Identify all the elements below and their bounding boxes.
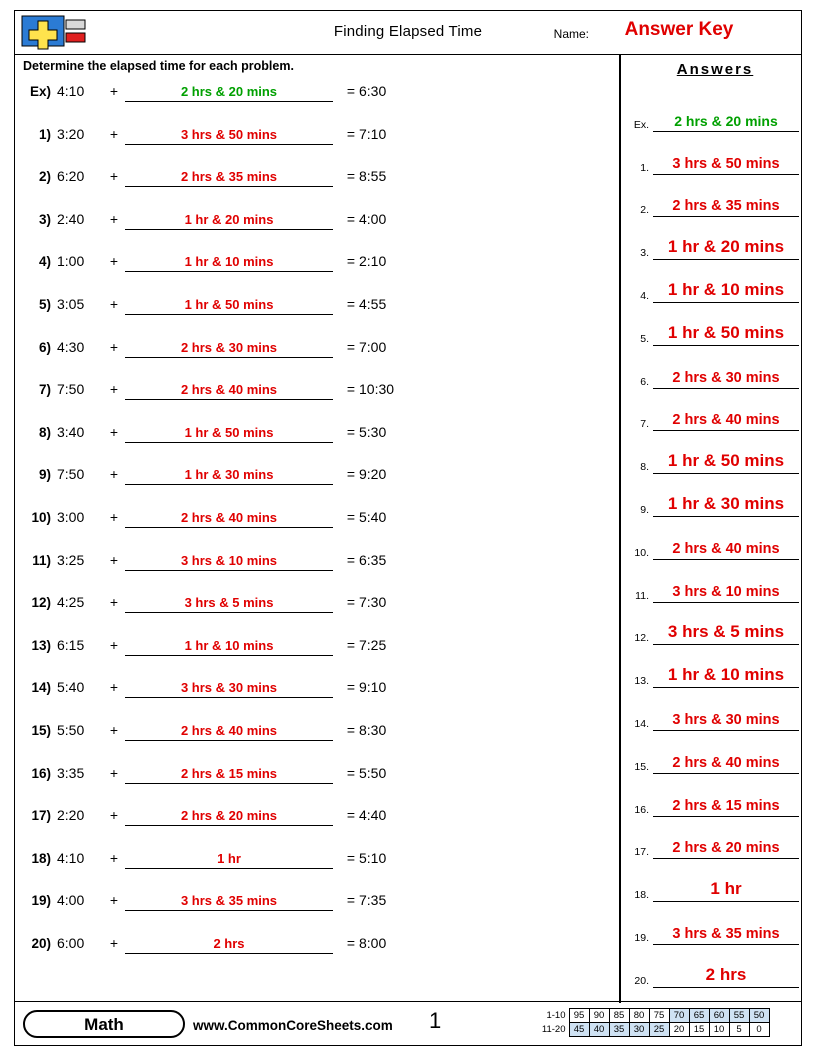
problem-number: 17) xyxy=(31,808,51,824)
problem-start-time: 3:00 xyxy=(57,508,85,525)
answer-label: 8. xyxy=(640,461,649,474)
answer-value[interactable]: 3 hrs & 35 mins xyxy=(653,926,799,945)
answer-label: 3. xyxy=(640,247,649,260)
problem-end-time: 10:30 xyxy=(359,381,395,398)
problem-number: 19) xyxy=(31,893,51,909)
answer-row xyxy=(625,902,805,945)
equals-sign: = xyxy=(346,807,356,824)
problem-row xyxy=(23,594,613,637)
problem-start-time: 6:15 xyxy=(57,636,85,653)
problem-number: 11) xyxy=(32,552,51,568)
answer-label: 13. xyxy=(634,675,649,688)
answer-value[interactable]: 2 hrs & 30 mins xyxy=(653,370,799,389)
worksheet-header xyxy=(15,11,801,55)
problem-end-time: 5:50 xyxy=(359,764,387,781)
equals-sign: = xyxy=(346,210,356,227)
answer-blank[interactable]: 3 hrs & 5 mins xyxy=(125,595,333,613)
answer-row xyxy=(625,774,805,817)
problem-number: Ex) xyxy=(29,84,51,99)
plus-sign: + xyxy=(109,168,119,185)
problem-end-time: 5:40 xyxy=(359,508,387,525)
answer-value[interactable]: 3 hrs & 50 mins xyxy=(653,156,799,175)
answer-row xyxy=(625,431,805,474)
answer-label: 20. xyxy=(634,974,649,987)
problem-end-time: 4:00 xyxy=(359,210,387,227)
answer-label: 2. xyxy=(640,204,649,217)
answer-blank[interactable]: 1 hr & 10 mins xyxy=(125,638,333,656)
answers-column xyxy=(625,89,805,988)
problem-start-time: 3:05 xyxy=(57,295,85,312)
subject-badge: Math xyxy=(23,1010,185,1038)
scale-cell: 90 xyxy=(589,1009,609,1023)
answer-blank[interactable]: 2 hrs & 20 mins xyxy=(125,84,333,102)
answer-value[interactable]: 2 hrs & 15 mins xyxy=(653,798,799,817)
plus-sign: + xyxy=(109,594,119,611)
answer-label: 4. xyxy=(640,289,649,302)
answer-value[interactable]: 2 hrs & 20 mins xyxy=(653,840,799,859)
table-row xyxy=(535,1023,769,1037)
problem-number: 8) xyxy=(38,424,51,440)
problem-row xyxy=(23,552,613,595)
equals-sign: = xyxy=(346,551,356,568)
problem-start-time: 3:25 xyxy=(57,551,85,568)
plus-sign: + xyxy=(109,807,119,824)
equals-sign: = xyxy=(346,892,356,909)
problem-row xyxy=(23,211,613,254)
answer-row xyxy=(625,560,805,603)
table-row xyxy=(535,1009,769,1023)
answer-blank[interactable]: 3 hrs & 10 mins xyxy=(125,553,333,571)
problem-start-time: 4:25 xyxy=(57,594,85,611)
plus-sign: + xyxy=(109,892,119,909)
equals-sign: = xyxy=(346,849,356,866)
problem-end-time: 9:20 xyxy=(359,466,387,483)
answer-row xyxy=(625,688,805,731)
scale-cell: 95 xyxy=(569,1009,589,1023)
instructions-text: Determine the elapsed time for each problem. xyxy=(23,59,294,73)
equals-sign: = xyxy=(346,764,356,781)
plus-sign: + xyxy=(109,381,119,398)
answer-blank[interactable]: 2 hrs & 40 mins xyxy=(125,510,333,528)
problem-start-time: 3:40 xyxy=(57,423,85,440)
answer-label: 18. xyxy=(634,889,649,902)
scale-cell: 80 xyxy=(629,1009,649,1023)
problem-end-time: 8:55 xyxy=(359,168,387,185)
equals-sign: = xyxy=(346,83,356,99)
plus-sign: + xyxy=(109,508,119,525)
problem-start-time: 4:00 xyxy=(57,892,85,909)
answer-label: 15. xyxy=(634,760,649,773)
problem-number: 4) xyxy=(38,254,51,270)
answer-blank[interactable]: 2 hrs & 35 mins xyxy=(125,169,333,187)
answer-label: 19. xyxy=(634,931,649,944)
name-label: Name: xyxy=(553,27,589,41)
answer-row xyxy=(625,260,805,303)
problem-number: 15) xyxy=(31,722,51,738)
equals-sign: = xyxy=(346,168,356,185)
answer-row xyxy=(625,859,805,902)
scale-cell: 55 xyxy=(729,1009,749,1023)
answer-label: 7. xyxy=(640,418,649,431)
problem-end-time: 8:30 xyxy=(359,721,387,738)
equals-sign: = xyxy=(346,423,356,440)
answer-value[interactable]: 1 hr & 10 mins xyxy=(653,665,799,688)
problem-start-time: 5:40 xyxy=(57,679,85,696)
answer-blank[interactable]: 1 hr & 10 mins xyxy=(125,254,333,272)
scale-cell: 45 xyxy=(569,1023,589,1037)
scale-cell: 10 xyxy=(709,1023,729,1037)
answer-value[interactable]: 3 hrs & 10 mins xyxy=(653,584,799,603)
answer-value[interactable]: 2 hrs & 20 mins xyxy=(653,113,799,132)
problem-start-time: 1:00 xyxy=(57,253,85,270)
equals-sign: = xyxy=(346,381,356,398)
answer-key-badge: Answer Key xyxy=(624,19,734,40)
plus-sign: + xyxy=(109,295,119,312)
answer-blank[interactable]: 1 hr & 20 mins xyxy=(125,212,333,230)
answer-row xyxy=(625,389,805,432)
problem-end-time: 7:25 xyxy=(359,636,387,653)
problem-row xyxy=(23,637,613,680)
equals-sign: = xyxy=(346,679,356,696)
problem-start-time: 4:10 xyxy=(57,83,85,99)
answer-row xyxy=(625,346,805,389)
answer-label: 5. xyxy=(640,332,649,345)
problem-row xyxy=(23,296,613,339)
plus-sign: + xyxy=(109,849,119,866)
plus-sign: + xyxy=(109,764,119,781)
plus-sign: + xyxy=(109,253,119,270)
problem-number: 12) xyxy=(31,595,51,611)
problem-start-time: 4:30 xyxy=(57,338,85,355)
answer-blank[interactable]: 1 hr xyxy=(125,851,333,869)
problem-number: 16) xyxy=(31,765,51,781)
answer-row xyxy=(625,89,805,132)
scale-cell: 40 xyxy=(589,1023,609,1037)
answer-label: 10. xyxy=(634,546,649,559)
problem-row xyxy=(23,892,613,935)
answer-value[interactable]: 1 hr xyxy=(653,879,799,902)
problem-number: 20) xyxy=(31,935,51,951)
answer-blank[interactable]: 2 hrs & 30 mins xyxy=(125,340,333,358)
scale-cell: 15 xyxy=(689,1023,709,1037)
equals-sign: = xyxy=(346,125,356,142)
problem-row xyxy=(23,424,613,467)
answer-row xyxy=(625,603,805,646)
answer-row xyxy=(625,474,805,517)
problem-start-time: 3:35 xyxy=(57,764,85,781)
answer-value[interactable]: 1 hr & 10 mins xyxy=(653,280,799,303)
problem-row xyxy=(23,168,613,211)
worksheet-page xyxy=(14,10,802,1046)
plus-sign: + xyxy=(109,210,119,227)
scale-cell: 5 xyxy=(729,1023,749,1037)
answer-blank[interactable]: 1 hr & 50 mins xyxy=(125,297,333,315)
problem-end-time: 4:40 xyxy=(359,807,387,824)
problem-end-time: 5:10 xyxy=(359,849,387,866)
scale-row-label: 1-10 xyxy=(546,1010,566,1021)
answer-row xyxy=(625,132,805,175)
equals-sign: = xyxy=(346,934,356,951)
problem-number: 6) xyxy=(38,339,51,355)
problem-row xyxy=(23,339,613,382)
equals-sign: = xyxy=(346,636,356,653)
problem-start-time: 7:50 xyxy=(57,381,85,398)
problem-row xyxy=(23,765,613,808)
problem-start-time: 5:50 xyxy=(57,721,85,738)
answer-row xyxy=(625,945,805,988)
problem-list xyxy=(23,83,613,977)
problem-number: 9) xyxy=(38,467,51,483)
answer-value[interactable]: 2 hrs & 40 mins xyxy=(653,412,799,431)
answer-row xyxy=(625,731,805,774)
answer-row xyxy=(625,645,805,688)
answer-blank[interactable]: 3 hrs & 35 mins xyxy=(125,893,333,911)
answer-label: 6. xyxy=(640,375,649,388)
problem-start-time: 4:10 xyxy=(57,849,85,866)
answer-blank[interactable]: 3 hrs & 30 mins xyxy=(125,680,333,698)
grading-scale-table xyxy=(535,1008,770,1037)
problem-start-time: 3:20 xyxy=(57,125,85,142)
answer-label: 1. xyxy=(640,161,649,174)
equals-sign: = xyxy=(346,594,356,611)
answer-value[interactable]: 2 hrs & 40 mins xyxy=(653,541,799,560)
answer-blank[interactable]: 2 hrs xyxy=(125,936,333,954)
plus-sign: + xyxy=(109,679,119,696)
problem-row xyxy=(23,381,613,424)
problem-start-time: 7:50 xyxy=(57,466,85,483)
problem-row xyxy=(23,253,613,296)
scale-cell: 75 xyxy=(649,1009,669,1023)
answer-blank[interactable]: 1 hr & 50 mins xyxy=(125,425,333,443)
problem-number: 18) xyxy=(31,850,51,866)
problem-end-time: 5:30 xyxy=(359,423,387,440)
answer-value[interactable]: 2 hrs & 40 mins xyxy=(653,755,799,774)
answer-value[interactable]: 1 hr & 30 mins xyxy=(653,494,799,517)
plus-sign: + xyxy=(109,338,119,355)
answer-row xyxy=(625,517,805,560)
answer-label: 11. xyxy=(635,589,649,602)
problem-number: 13) xyxy=(31,637,51,653)
plus-sign: + xyxy=(109,721,119,738)
equals-sign: = xyxy=(346,253,356,270)
answer-value[interactable]: 3 hrs & 30 mins xyxy=(653,712,799,731)
equals-sign: = xyxy=(346,466,356,483)
plus-sign: + xyxy=(109,83,119,99)
answer-label: 17. xyxy=(634,846,649,859)
problem-end-time: 7:00 xyxy=(359,338,387,355)
problem-row xyxy=(23,83,613,126)
answers-heading: Answers xyxy=(676,61,754,78)
answer-value[interactable]: 2 hrs & 35 mins xyxy=(653,198,799,217)
equals-sign: = xyxy=(346,721,356,738)
answer-label: 16. xyxy=(634,803,649,816)
problem-row xyxy=(23,935,613,978)
page-number: 1 xyxy=(429,1008,442,1033)
worksheet-footer xyxy=(15,1001,801,1045)
scale-cell: 35 xyxy=(609,1023,629,1037)
problem-end-time: 6:35 xyxy=(359,551,387,568)
answer-value[interactable]: 1 hr & 50 mins xyxy=(653,323,799,346)
problem-start-time: 6:00 xyxy=(57,934,85,951)
answer-row xyxy=(625,303,805,346)
equals-sign: = xyxy=(346,508,356,525)
problem-row xyxy=(23,807,613,850)
answer-blank[interactable]: 3 hrs & 50 mins xyxy=(125,127,333,145)
problem-number: 10) xyxy=(31,509,51,525)
answer-blank[interactable]: 2 hrs & 40 mins xyxy=(125,382,333,400)
scale-cell: 65 xyxy=(689,1009,709,1023)
problem-end-time: 7:10 xyxy=(359,125,387,142)
plus-sign: + xyxy=(109,934,119,951)
plus-sign: + xyxy=(109,551,119,568)
problem-number: 7) xyxy=(38,382,51,398)
answer-label: Ex. xyxy=(633,118,649,131)
plus-sign: + xyxy=(109,423,119,440)
answer-blank[interactable]: 1 hr & 30 mins xyxy=(125,467,333,485)
scale-cell: 30 xyxy=(629,1023,649,1037)
answer-label: 14. xyxy=(634,717,649,730)
problem-row xyxy=(23,679,613,722)
answer-row xyxy=(625,217,805,260)
problem-number: 5) xyxy=(38,296,51,312)
scale-cell: 60 xyxy=(709,1009,729,1023)
problem-row xyxy=(23,466,613,509)
problem-row xyxy=(23,509,613,552)
answer-row xyxy=(625,817,805,860)
problem-number: 2) xyxy=(38,169,51,185)
answer-row xyxy=(625,175,805,218)
problem-end-time: 9:10 xyxy=(359,679,387,696)
scale-cell: 85 xyxy=(609,1009,629,1023)
problem-start-time: 2:40 xyxy=(57,210,85,227)
answer-blank[interactable]: 2 hrs & 15 mins xyxy=(125,766,333,784)
equals-sign: = xyxy=(346,338,356,355)
problem-end-time: 7:30 xyxy=(359,594,387,611)
website-link[interactable]: www.CommonCoreSheets.com xyxy=(193,1018,393,1033)
answer-value[interactable]: 2 hrs xyxy=(653,965,799,988)
answer-label: 9. xyxy=(640,503,649,516)
problem-number: 1) xyxy=(38,126,51,142)
scale-cell: 0 xyxy=(749,1023,769,1037)
problem-end-time: 8:00 xyxy=(359,934,387,951)
problem-number: 3) xyxy=(38,211,51,227)
scale-cell: 50 xyxy=(749,1009,769,1023)
problem-row xyxy=(23,126,613,169)
scale-cell: 25 xyxy=(649,1023,669,1037)
answer-blank[interactable]: 2 hrs & 40 mins xyxy=(125,723,333,741)
problem-end-time: 6:30 xyxy=(359,83,387,99)
plus-sign: + xyxy=(109,125,119,142)
answer-blank[interactable]: 2 hrs & 20 mins xyxy=(125,808,333,826)
answer-value[interactable]: 3 hrs & 5 mins xyxy=(653,622,799,645)
problem-start-time: 6:20 xyxy=(57,168,85,185)
page-title: Finding Elapsed Time xyxy=(333,23,483,40)
problem-start-time: 2:20 xyxy=(57,807,85,824)
problem-end-time: 4:55 xyxy=(359,295,387,312)
scale-row-label: 11-20 xyxy=(541,1024,566,1035)
problem-row xyxy=(23,850,613,893)
problem-end-time: 2:10 xyxy=(359,253,387,270)
scale-cell: 20 xyxy=(669,1023,689,1037)
answer-label: 12. xyxy=(634,632,649,645)
answer-value[interactable]: 1 hr & 20 mins xyxy=(653,237,799,260)
column-divider xyxy=(619,55,621,1003)
problem-end-time: 7:35 xyxy=(359,892,387,909)
plus-sign: + xyxy=(109,636,119,653)
scale-cell: 70 xyxy=(669,1009,689,1023)
problem-number: 14) xyxy=(31,680,51,696)
problem-row xyxy=(23,722,613,765)
plus-sign: + xyxy=(109,466,119,483)
equals-sign: = xyxy=(346,295,356,312)
answer-value[interactable]: 1 hr & 50 mins xyxy=(653,451,799,474)
